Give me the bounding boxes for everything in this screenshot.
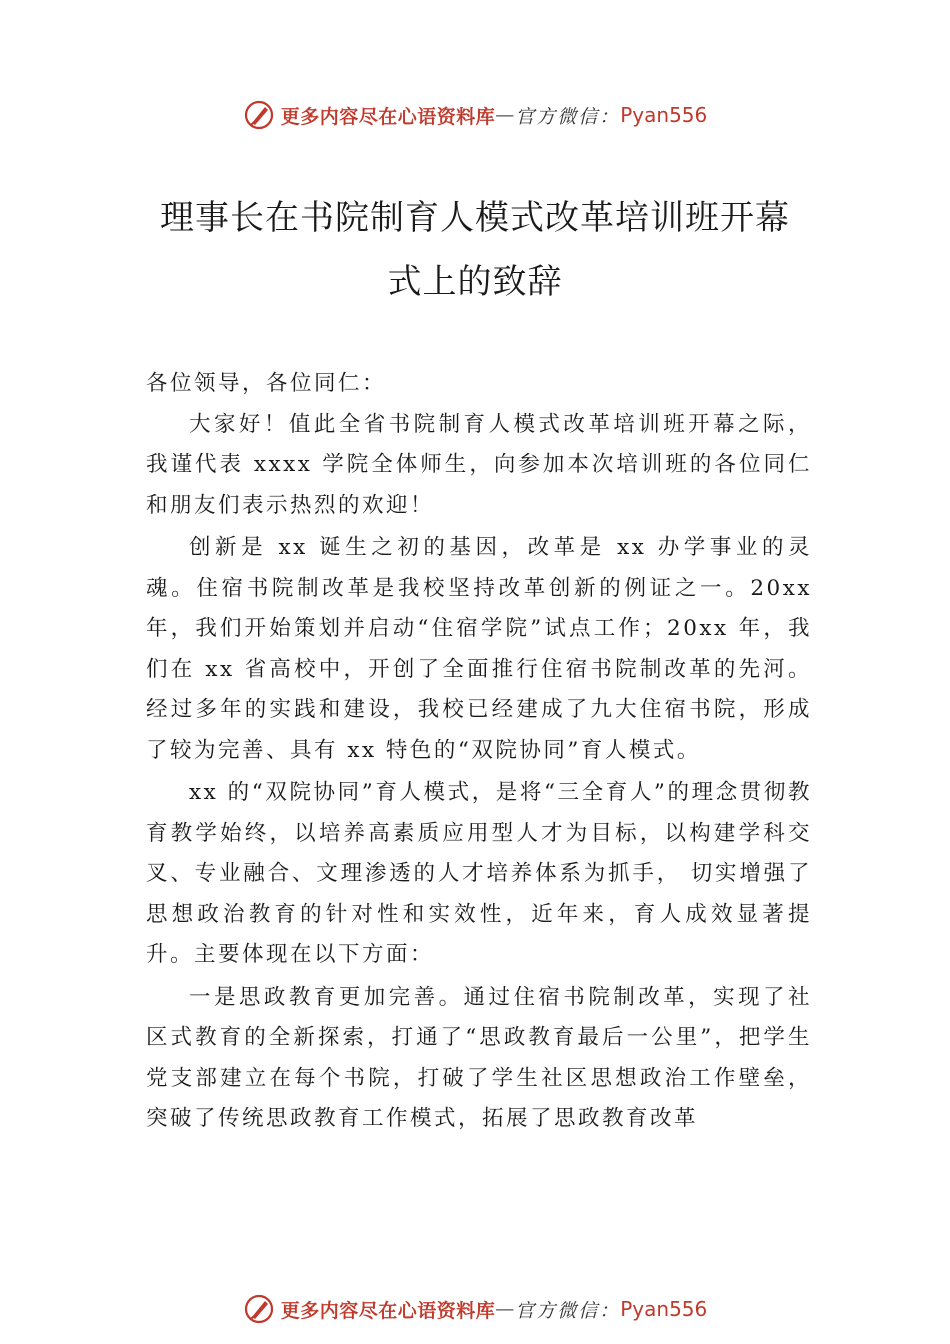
salutation: 各位领导，各位同仁： xyxy=(146,371,387,396)
watermark-account: Pyan556 xyxy=(620,103,708,127)
header-watermark xyxy=(0,95,950,135)
paragraph-4: 一是思政教育更加完善。通过住宿书院制改革，实现了社区式教育的全新探索，打通了“思政教育最后一公里”，把学生党支部建立在每个书院，打破了学生社区思想政治工作壁垒，突破了传统思政教育工作模式，拓展了思政教育改革 xyxy=(146,984,812,1131)
paragraph-3: xx 的“双院协同”育人模式，是将“三全育人”的理念贯彻教育教学始终，以培养高素质应用型人才为目标，以构建学科交叉、专业融合、文理渗透的人才培养体系为抓手， 切实增强了思想政治教育的针对性和实效性，近年来，育人成效显著提升。主要体现在以下方面： xyxy=(146,780,812,967)
watermark-brand: 更多内容尽在心语资料库 xyxy=(280,105,496,128)
paragraph-1: 大家好！值此全省书院制育人模式改革培训班开幕之际，我谨代表 xxxx 学院全体师生，向参加本次培训班的各位同仁和朋友们表示热烈的欢迎！ xyxy=(146,411,812,518)
watermark-dash: — xyxy=(495,1298,516,1320)
title-line-2: 式上的致辞 xyxy=(387,262,563,302)
document-title xyxy=(145,186,805,314)
watermark-label: 官方微信： xyxy=(515,105,621,128)
paragraph-2: 创新是 xx 诞生之初的基因，改革是 xx 办学事业的灵魂。住宿书院制改革是我校坚持改革创新的例证之一。20xx 年，我们开始策划并启动“住宿学院”试点工作；20xx 年，我们在 xx 省高校中，开创了全面推行住宿书院制改革的先河。经过多年的实践和建设，我校已经建成了九大住宿书院，形成了较为完善、具有 xx 特色的“双院协同”育人模式。 xyxy=(146,535,812,763)
quill-logo-icon xyxy=(243,1293,275,1325)
watermark-brand: 更多内容尽在心语资料库 xyxy=(280,1299,496,1322)
footer-watermark xyxy=(0,1289,950,1329)
watermark-label: 官方微信： xyxy=(515,1299,621,1322)
watermark-account: Pyan556 xyxy=(620,1297,708,1321)
title-line-1: 理事长在书院制育人模式改革培训班开幕 xyxy=(160,198,790,238)
quill-logo-icon xyxy=(243,99,275,131)
watermark-dash: — xyxy=(495,104,516,126)
document-body xyxy=(146,364,812,1140)
